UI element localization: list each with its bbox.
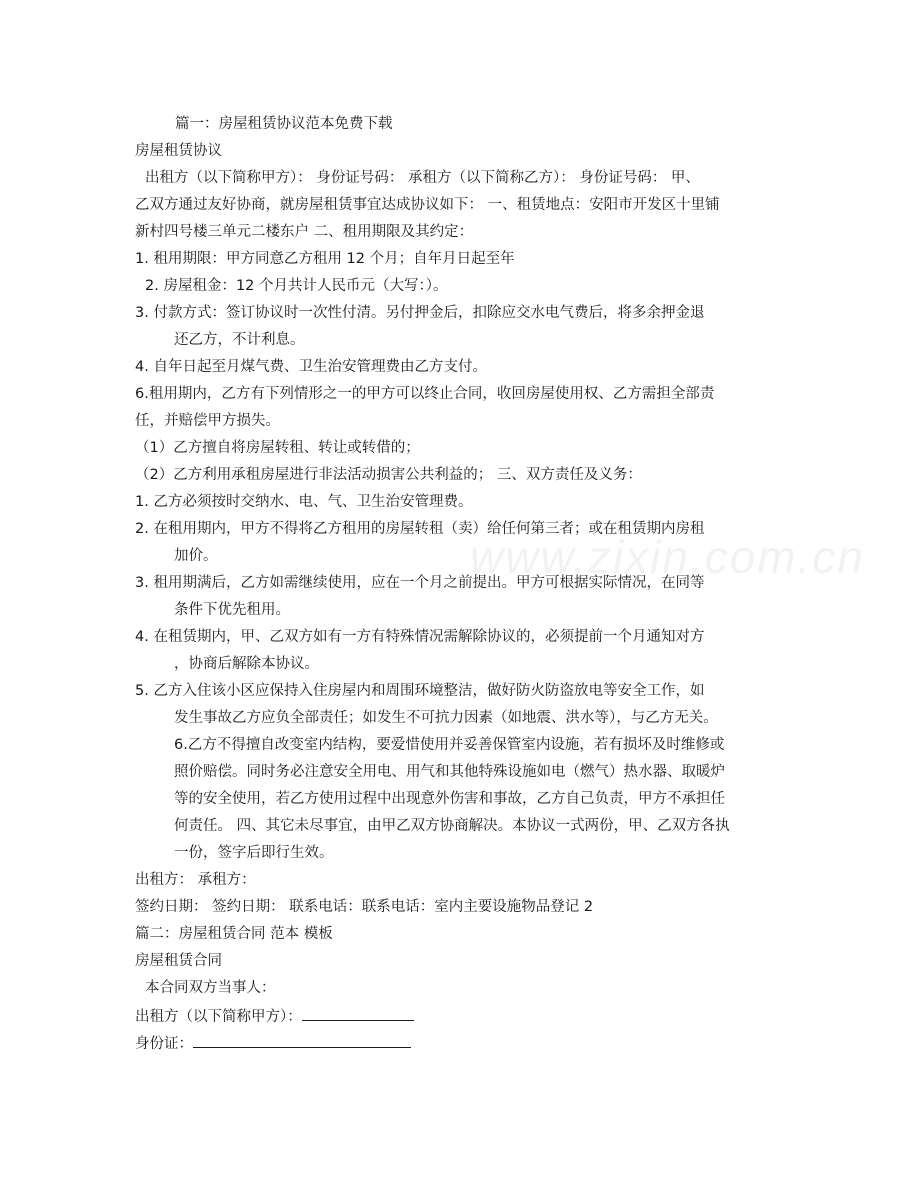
- list-item: （1）乙方擅自将房屋转租、转让或转借的；: [135, 440, 420, 456]
- list-item-continuation: 发生事故乙方应负全部责任；如发生不可抗力因素（如地震、洪水等），与乙方无关。: [174, 710, 718, 726]
- list-item: （2）乙方利用承租房屋进行非法活动损害公共利益的； 三、双方责任及义务：: [135, 467, 642, 483]
- list-item-continuation: 照价赔偿。同时务必注意安全用电、用气和其他特殊设施如电（燃气）热水器、取暖炉: [174, 764, 725, 780]
- list-item: 3. 租用期满后，乙方如需继续使用，应在一个月之前提出。甲方可根据实际情况，在同等: [135, 575, 705, 591]
- paragraph-line: 新村四号楼三单元二楼东户 二、租用期限及其约定：: [135, 224, 474, 240]
- list-item-continuation: 还乙方，不计利息。: [174, 332, 305, 348]
- paragraph-line: 任，并赔偿甲方损失。: [135, 413, 280, 429]
- list-item: 1. 租用期限：甲方同意乙方租用 12 个月；自年月日起至年: [135, 251, 515, 267]
- list-item-continuation: 何责任。 四、其它未尽事宜，由甲乙双方协商解决。本协议一式两份，甲、乙双方各执: [174, 818, 730, 834]
- parties-heading: 本合同双方当事人：: [145, 980, 276, 996]
- signature-date-line: 签约日期： 签约日期： 联系电话：联系电话：室内主要设施物品登记 2: [135, 899, 594, 915]
- lessor-label: 出租方（以下简称甲方）：: [135, 1009, 302, 1025]
- list-item-continuation: ，协商后解除本协议。: [174, 656, 319, 672]
- list-item-continuation: 等的安全使用，若乙方使用过程中出现意外伤害和事故，乙方自己负责，甲方不承担任: [174, 791, 725, 807]
- section-two-title: 篇二：房屋租赁合同 范本 模板: [135, 926, 333, 942]
- list-item: 1. 乙方必须按时交纳水、电、气、卫生治安管理费。: [135, 494, 473, 510]
- list-item-continuation: 条件下优先租用。: [174, 602, 290, 618]
- paragraph-line: 乙双方通过友好协商，就房屋租赁事宜达成协议如下： 一、租赁地点：安阳市开发区十里铺: [135, 197, 720, 213]
- list-item-continuation: 6.乙方不得擅自改变室内结构，要爱惜使用并妥善保管室内设施，若有损坏及时维修或: [174, 737, 725, 753]
- list-item: 3. 付款方式：签订协议时一次性付清。另付押金后，扣除应交水电气费后，将多余押金退: [135, 305, 705, 321]
- list-item: 2. 房屋租金：12 个月共计人民币元（大写：）。: [145, 278, 448, 294]
- id-label: 身份证：: [135, 1036, 193, 1052]
- list-item: 4. 自年日起至月煤气费、卫生治安管理费由乙方支付。: [135, 359, 487, 375]
- lessor-line: [135, 1005, 414, 1027]
- list-item: 5. 乙方入住该小区应保持入住房屋内和周围环境整洁，做好防火防盗放电等安全工作，如: [135, 683, 705, 699]
- lessor-blank: [302, 1005, 414, 1021]
- list-item-continuation: 加价。: [174, 548, 218, 564]
- paragraph-line: 6.租用期内，乙方有下列情形之一的甲方可以终止合同，收回房屋使用权、乙方需担全部责: [135, 386, 715, 402]
- section-one-title: 篇一：房屋租赁协议范本免费下载: [175, 116, 393, 132]
- list-item: 2. 在租用期内，甲方不得将乙方租用的房屋转租（卖）给任何第三者；或在租赁期内房租: [135, 521, 705, 537]
- agreement-title: 房屋租赁协议: [135, 143, 222, 159]
- paragraph-line: 出租方（以下简称甲方）： 身份证号码： 承租方（以下简称乙方）： 身份证号码： 甲、: [145, 170, 700, 186]
- watermark: www.zixin.com.cn: [470, 531, 865, 583]
- id-blank: [193, 1032, 411, 1048]
- list-item: 4. 在租赁期内，甲、乙双方如有一方有特殊情况需解除协议的，必须提前一个月通知对方: [135, 629, 705, 645]
- signature-line: 出租方： 承租方：: [135, 872, 256, 888]
- list-item-continuation: 一份，签字后即行生效。: [174, 845, 334, 861]
- id-line: [135, 1032, 411, 1054]
- contract-title: 房屋租赁合同: [135, 953, 222, 969]
